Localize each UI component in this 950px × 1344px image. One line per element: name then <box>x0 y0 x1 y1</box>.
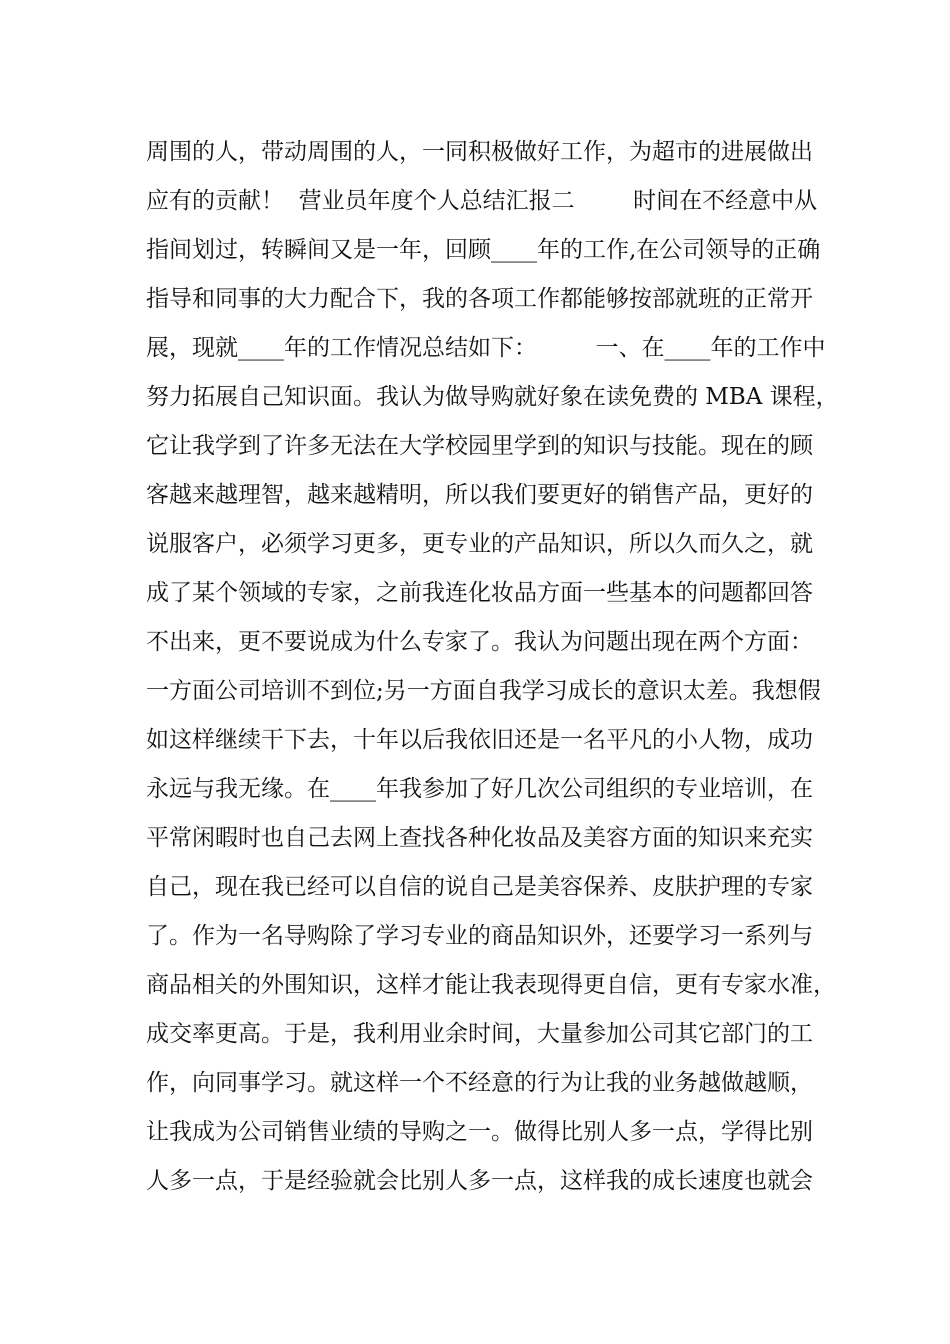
text-line: 努力拓展自己知识面。我认为做导购就好象在读免费的 MBA 课程， <box>146 384 839 410</box>
text-line: 客越来越理智，越来越精明，所以我们要更好的销售产品，更好的 <box>146 482 813 508</box>
text-line: 说服客户，必须学习更多，更专业的产品知识，所以久而久之，就 <box>146 531 813 557</box>
text-line: 平常闲暇时也自己去网上查找各种化妆品及美容方面的知识来充实 <box>146 825 813 851</box>
text-line: 如这样继续干下去，十年以后我依旧还是一名平凡的小人物，成功 <box>146 727 813 753</box>
text-line: 商品相关的外围知识，这样才能让我表现得更自信，更有专家水准， <box>146 972 836 998</box>
text-line: 成交率更高。于是，我利用业余时间，大量参加公司其它部门的工 <box>146 1021 813 1047</box>
text-line: 永远与我无缘。在____年我参加了好几次公司组织的专业培训，在 <box>146 776 813 802</box>
text-line: 作，向同事学习。就这样一个不经意的行为让我的业务越做越顺， <box>146 1070 813 1096</box>
text-line: 成了某个领域的专家，之前我连化妆品方面一些基本的问题都回答 <box>146 580 813 606</box>
text-line: 周围的人，带动周围的人，一同积极做好工作，为超市的进展做出 <box>146 139 813 165</box>
text-line: 应有的贡献！ 营业员年度个人总结汇报二 时间在不经意中从 <box>146 188 818 214</box>
text-line: 人多一点，于是经验就会比别人多一点，这样我的成长速度也就会 <box>146 1168 813 1194</box>
document-body <box>146 133 839 1211</box>
text-line: 了。作为一名导购除了学习专业的商品知识外，还要学习一系列与 <box>146 923 813 949</box>
text-line: 一方面公司培训不到位;另一方面自我学习成长的意识太差。我想假 <box>146 678 821 704</box>
text-line: 自己，现在我已经可以自信的说自己是美容保养、皮肤护理的专家 <box>146 874 813 900</box>
text-line: 指导和同事的大力配合下，我的各项工作都能够按部就班的正常开 <box>146 286 813 312</box>
text-line: 它让我学到了许多无法在大学校园里学到的知识与技能。现在的顾 <box>146 433 813 459</box>
text-line: 指间划过，转瞬间又是一年，回顾____年的工作,在公司领导的正确 <box>146 237 821 263</box>
text-line: 展，现就____年的工作情况总结如下： 一、在____年的工作中 <box>146 335 826 361</box>
text-line: 不出来，更不要说成为什么专家了。我认为问题出现在两个方面： <box>146 629 813 655</box>
text-line: 让我成为公司销售业绩的导购之一。做得比别人多一点，学得比别 <box>146 1119 813 1145</box>
